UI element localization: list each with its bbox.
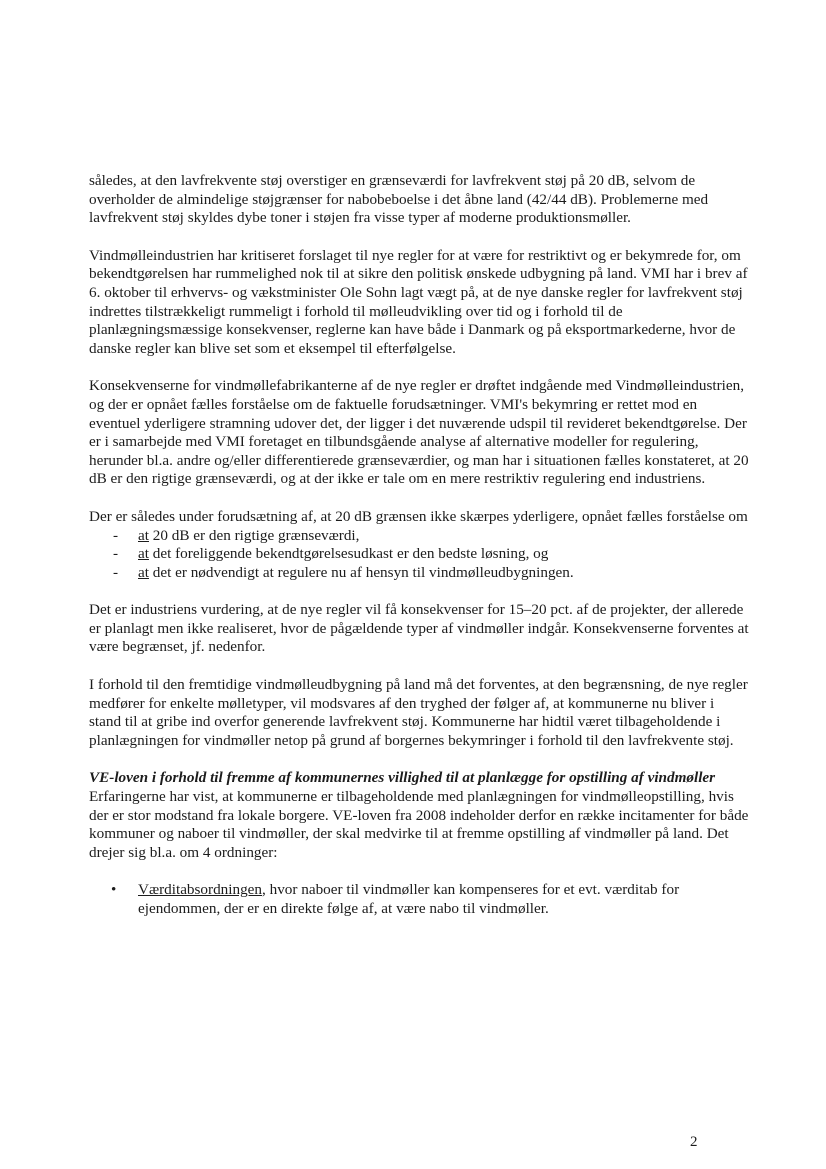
list-item — [89, 564, 749, 583]
list-item-text: det er nødvendigt at regulere nu af hensyn til vindmølleudbygningen. — [148, 563, 574, 581]
list-item — [89, 545, 749, 564]
list-item-text: det foreliggende bekendtgørelsesudkast er den bedste løsning, og — [148, 545, 549, 563]
bullet-list — [89, 881, 749, 918]
paragraph-3: Konsekvenserne for vindmøllefabrikanterne af de nye regler er drøftet indgående med Vindmølleindustrien, og der er opnået fælles forståelse om de faktuelle forudsætninger. VMI's bekymring er rettet mod en eventuel yderligere stramning udover det, der ligger i det nuværende udspil til revideret bekendtgørelse. Der er i samarbejde med VMI foretaget en tilbundsgående analyse af alternative modeller for regulering, herunder bl.a. andre og/eller differentierede grænseværdier, og man har i situationen fælles konstateret, at 20 dB er den rigtige grænseværdi, og at der ikke er tale om en mere restriktiv regulering end industriens. — [89, 377, 749, 488]
list-item-lead: at — [138, 526, 149, 544]
list-item — [89, 881, 749, 918]
paragraph-7: Erfaringerne har vist, at kommunerne er tilbageholdende med planlægningen for vindmølleopstilling, hvis der er stor modstand fra lokale borgere. VE-loven fra 2008 indeholder derfor en række incitamenter for både kommuner og naboer til vindmøller, der skal medvirke til at fremme opstilling af vindmøller på land. Det drejer sig bl.a. om 4 ordninger: — [89, 788, 749, 861]
paragraph-2: Vindmølleindustrien har kritiseret forslaget til nye regler for at være for restriktivt og er bekymrede for, om bekendtgørelsen har rummelighed nok til at sikre den politisk ønskede udbygning på land. VMI har i brev af 6. oktober til erhvervs- og vækstminister Ole Sohn lagt vægt på, at de nye danske regler for lavfrekvent støj indrettes tilstrækkeligt rummeligt i forhold til mølleudvikling over tid og i forhold til de planlægningsmæssige konsekvenser, reglerne kan have både i Danmark og på eksportmarkederne, hvor de danske regler kan blive set som et eksempel til efterfølgelse. — [89, 246, 748, 357]
paragraph-6: I forhold til den fremtidige vindmølleudbygning på land må det forventes, at den begrænsning, de nye regler medfører for enkelte mølletyper, vil modsvares af den tryghed der følger af, at kommunerne nu bliver i stand til at gribe ind overfor generende lavfrekvent støj. Kommunerne har hidtil været tilbageholdende i planlægningen for vindmøller netop på grund af borgernes bekymringer i forhold til den lavfrekvente støj. — [89, 676, 748, 749]
paragraph-1: således, at den lavfrekvente støj overstiger en grænseværdi for lavfrekvent støj på 20 dB, selvom de overholder de almindelige støjgrænser for nabobeboelse i det åbne land (42/44 dB). Problemerne med lavfrekvent støj skyldes dybe toner i støjen fra visse typer af moderne produktionsmøller. — [89, 172, 709, 227]
dash-mark: - — [113, 545, 119, 563]
list-item-lead: at — [138, 545, 149, 563]
list-item-lead: at — [138, 563, 149, 581]
page-number: 2 — [690, 1134, 698, 1150]
list-item — [89, 527, 749, 546]
list-item-lead: Værditabsordningen — [138, 881, 263, 899]
bullet-mark: • — [111, 881, 117, 899]
dash-list — [89, 527, 749, 583]
dash-mark: - — [113, 563, 119, 581]
list-item-text: , hvor naboer til vindmøller kan kompenseres for et evt. værditab for ejendommen, der er en direkte følge af, at være nabo til vindmøller. — [138, 881, 680, 917]
paragraph-5: Det er industriens vurdering, at de nye regler vil få konsekvenser for 15–20 pct. af de projekter, der allerede er planlagt men ikke realiseret, hvor de pågældende typer af vindmøller indgår. Konsekvenserne forventes at være begrænset, jf. nedenfor. — [89, 601, 749, 656]
dash-mark: - — [113, 526, 119, 544]
paragraph-4: Der er således under forudsætning af, at 20 dB grænsen ikke skærpes yderligere, opnået fælles forståelse om — [89, 507, 748, 525]
document-page — [89, 172, 749, 919]
list-item-text: 20 dB er den rigtige grænseværdi, — [148, 526, 360, 544]
section-heading: VE-loven i forhold til fremme af kommunernes villighed til at planlægge for opstilling af vindmøller — [89, 769, 716, 787]
